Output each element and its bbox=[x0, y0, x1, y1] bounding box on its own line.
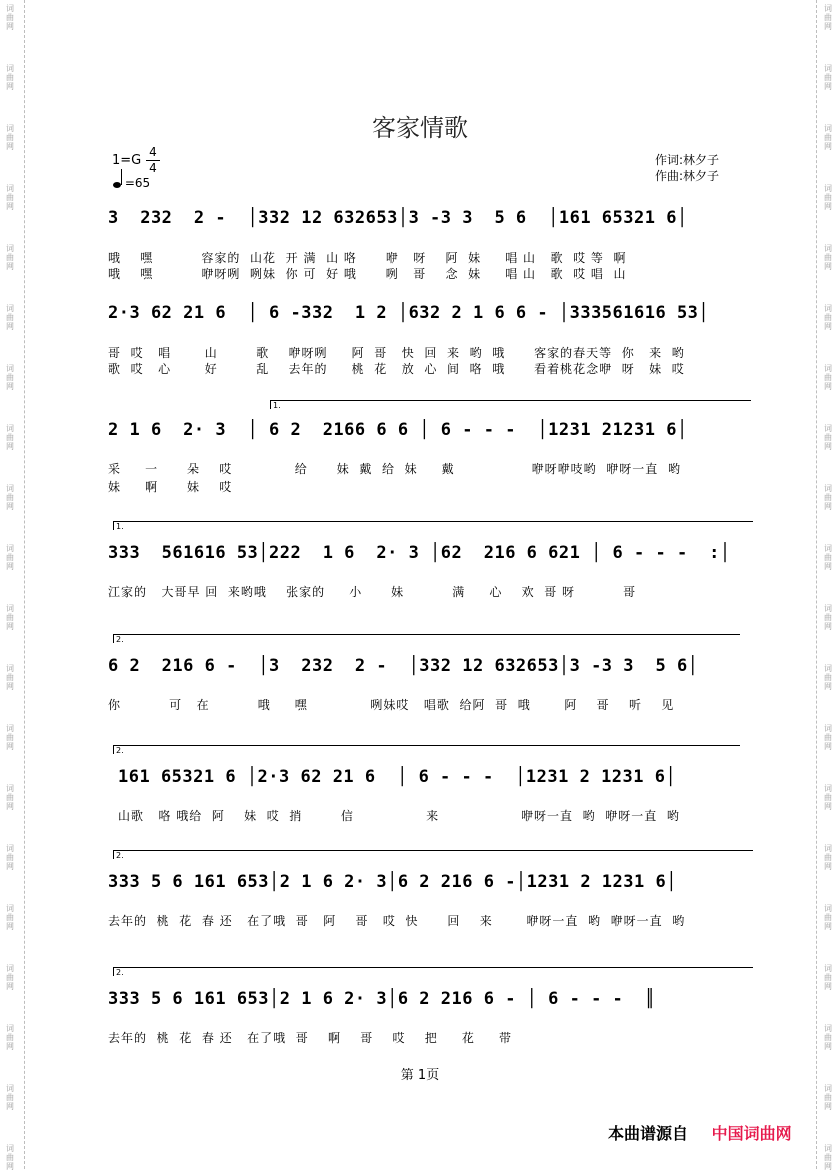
watermark-mark: 词 曲 网 bbox=[824, 844, 832, 871]
watermark-mark: 词 曲 网 bbox=[824, 964, 832, 991]
lyric-line: 歌 哎 心 好 乱 去年的 桃 花 放 心 间 咯 哦 看着桃花念咿 呀 妹 哎 bbox=[108, 362, 685, 376]
watermark-mark: 词 曲 网 bbox=[824, 1084, 832, 1111]
watermark-mark: 词 曲 网 bbox=[6, 844, 14, 871]
tempo-marking bbox=[113, 176, 150, 190]
watermark-mark: 词 曲 网 bbox=[824, 784, 832, 811]
notation-line: 333 5 6 161 653│2 1 6 2· 3│6 2 216 6 -│1231 2 1231 6│ bbox=[108, 872, 677, 892]
credits bbox=[655, 152, 719, 184]
watermark-mark: 词 曲 网 bbox=[6, 1144, 14, 1171]
lyric-line: 哦 嘿 咿呀咧 咧妹 你 可 好 哦 咧 哥 念 妹 唱 山 歌 哎 唱 山 bbox=[108, 267, 627, 281]
watermark-mark: 词 曲 网 bbox=[6, 364, 14, 391]
watermark-mark: 词 曲 网 bbox=[6, 1024, 14, 1051]
volta-bracket: 1. bbox=[113, 521, 753, 530]
watermark-mark: 词 曲 网 bbox=[6, 484, 14, 511]
time-signature-top: 4 bbox=[149, 145, 157, 159]
watermark-mark: 词 曲 网 bbox=[6, 184, 14, 211]
lyric-line: 去年的 桃 花 春 还 在了哦 哥 阿 哥 哎 快 回 来 咿呀一直 哟 咿呀一直 哟 bbox=[108, 914, 686, 928]
notation-line: 6 2 216 6 - │3 232 2 - │332 12 632653│3 -3 3 5 6│ bbox=[108, 656, 699, 676]
source-credit bbox=[608, 1121, 792, 1144]
time-signature-bottom: 4 bbox=[149, 161, 157, 175]
watermark-mark: 词 曲 网 bbox=[824, 364, 832, 391]
watermark-mark: 词 曲 网 bbox=[6, 304, 14, 331]
watermark-mark: 词 曲 网 bbox=[6, 724, 14, 751]
watermark-mark: 词 曲 网 bbox=[824, 424, 832, 451]
watermark-mark: 词 曲 网 bbox=[6, 64, 14, 91]
watermark-mark: 词 曲 网 bbox=[6, 784, 14, 811]
notation-line: 2·3 62 21 6 │ 6 -332 1 2 │632 2 1 6 6 - │333561616 53│ bbox=[108, 303, 710, 323]
watermark-mark: 词 曲 网 bbox=[6, 4, 14, 31]
watermark-mark: 词 曲 网 bbox=[824, 1024, 832, 1051]
volta-bracket: 2. bbox=[113, 850, 753, 859]
watermark-mark: 词 曲 网 bbox=[824, 184, 832, 211]
watermark-mark: 词 曲 网 bbox=[824, 604, 832, 631]
notation-line: 161 65321 6 │2·3 62 21 6 │ 6 - - - │1231 2 1231 6│ bbox=[118, 767, 677, 787]
watermark-mark: 词 曲 网 bbox=[824, 304, 832, 331]
watermark-mark: 词 曲 网 bbox=[824, 4, 832, 31]
lyric-line: 去年的 桃 花 春 还 在了哦 哥 啊 哥 哎 把 花 带 bbox=[108, 1031, 512, 1045]
watermark-mark: 词 曲 网 bbox=[6, 604, 14, 631]
notation-line: 333 561616 53│222 1 6 2· 3 │62 216 6 621 │ 6 - - - :│ bbox=[108, 543, 731, 563]
source-label: 本曲谱源自 bbox=[608, 1124, 689, 1143]
song-title: 客家情歌 bbox=[372, 114, 468, 142]
watermark-mark: 词 曲 网 bbox=[6, 544, 14, 571]
watermark-mark: 词 曲 网 bbox=[6, 124, 14, 151]
notation-line: 333 5 6 161 653│2 1 6 2· 3│6 2 216 6 - │ 6 - - - ║ bbox=[108, 989, 656, 1009]
watermark-mark: 词 曲 网 bbox=[824, 244, 832, 271]
watermark-mark: 词 曲 网 bbox=[824, 484, 832, 511]
watermark-mark: 词 曲 网 bbox=[6, 1084, 14, 1111]
watermark-mark: 词 曲 网 bbox=[824, 724, 832, 751]
watermark-mark: 词 曲 网 bbox=[6, 664, 14, 691]
quarter-note-icon bbox=[113, 182, 121, 188]
watermark-mark: 词 曲 网 bbox=[6, 424, 14, 451]
time-signature bbox=[146, 146, 160, 175]
watermark-mark: 词 曲 网 bbox=[6, 904, 14, 931]
volta-bracket: 2. bbox=[113, 745, 740, 754]
notation-line: 2 1 6 2· 3 │ 6 2 2166 6 6 │ 6 - - - │1231 21231 6│ bbox=[108, 420, 688, 440]
page-number: 第 1页 bbox=[400, 1068, 440, 1083]
key-signature: 1=G bbox=[112, 153, 142, 168]
lyric-line: 山歌 咯 哦给 阿 妹 哎 捎 信 来 咿呀一直 哟 咿呀一直 哟 bbox=[118, 809, 680, 823]
lyric-line: 江家的 大哥早 回 来哟哦 张家的 小 妹 满 心 欢 哥 呀 哥 bbox=[108, 585, 637, 599]
lyric-line: 你 可 在 哦 嘿 咧妹哎 唱歌 给阿 哥 哦 阿 哥 听 见 bbox=[108, 698, 675, 712]
lyric-line: 采 一 朵 哎 给 妹 戴 给 妹 戴 咿呀咿吱哟 咿呀一直 哟 bbox=[108, 462, 681, 476]
watermark-mark: 词 曲 网 bbox=[6, 244, 14, 271]
watermark-mark: 词 曲 网 bbox=[824, 1144, 832, 1171]
watermark-mark: 词 曲 网 bbox=[824, 904, 832, 931]
lyricist-credit: 作词:林夕子 bbox=[655, 153, 720, 167]
watermark-mark: 词 曲 网 bbox=[824, 544, 832, 571]
volta-bracket: 1. bbox=[270, 400, 751, 409]
watermark-mark: 词 曲 网 bbox=[824, 124, 832, 151]
source-site-link[interactable]: 中国词曲网 bbox=[711, 1124, 792, 1143]
lyric-line: 哦 嘿 容家的 山花 开 满 山 咯 咿 呀 阿 妹 唱 山 歌 哎 等 啊 bbox=[108, 251, 627, 265]
lyric-line: 妹 啊 妹 哎 bbox=[108, 480, 233, 494]
page-border-left bbox=[24, 0, 25, 1169]
watermark-mark: 词 曲 网 bbox=[6, 964, 14, 991]
tempo-value: =65 bbox=[124, 176, 151, 190]
watermark-mark: 词 曲 网 bbox=[824, 664, 832, 691]
page-border-right bbox=[816, 0, 817, 1169]
volta-bracket: 2. bbox=[113, 967, 753, 976]
lyric-line: 哥 哎 唱 山 歌 咿呀咧 阿 哥 快 回 来 哟 哦 客家的春天等 你 来 哟 bbox=[108, 346, 685, 360]
volta-bracket: 2. bbox=[113, 634, 740, 643]
notation-line: 3 232 2 - │332 12 632653│3 -3 3 5 6 │161 65321 6│ bbox=[108, 208, 688, 228]
watermark-mark: 词 曲 网 bbox=[824, 64, 832, 91]
composer-credit: 作曲:林夕子 bbox=[655, 169, 720, 183]
